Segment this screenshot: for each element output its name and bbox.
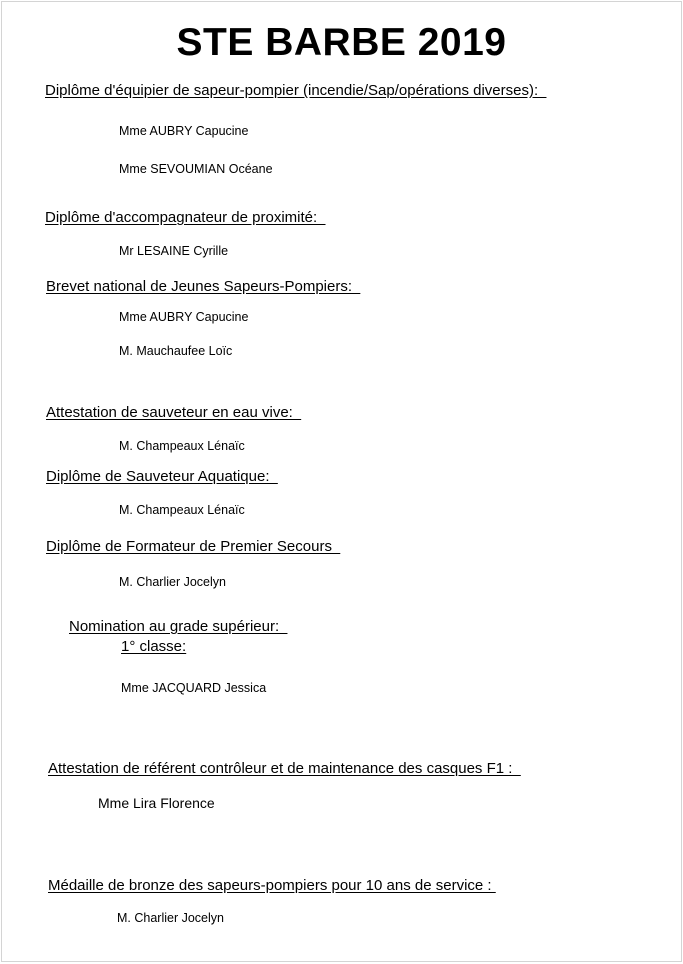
section-heading-equipier: Diplôme d'équipier de sapeur-pompier (incendie/Sap/opérations diverses):: [45, 82, 547, 99]
recipient-name: Mme Lira Florence: [98, 795, 215, 811]
recipient-name: Mr LESAINE Cyrille: [119, 244, 229, 258]
recipient-name: Mme AUBRY Capucine: [119, 310, 249, 324]
page-title: STE BARBE 2019: [176, 21, 507, 64]
recipient-name: M. Champeaux Lénaïc: [119, 503, 245, 517]
section-heading-eau-vive: Attestation de sauveteur en eau vive:: [46, 404, 302, 421]
section-heading-casques-f1: Attestation de référent contrôleur et de maintenance des casques F1 :: [48, 760, 521, 777]
section-heading-nomination: Nomination au grade supérieur:: [69, 618, 288, 635]
section-heading-formateur: Diplôme de Formateur de Premier Secours: [46, 538, 341, 555]
section-heading-medaille: Médaille de bronze des sapeurs-pompiers pour 10 ans de service :: [48, 877, 496, 894]
recipient-name: Mme SEVOUMIAN Océane: [119, 162, 273, 176]
recipient-name: M. Charlier Jocelyn: [119, 575, 226, 589]
section-heading-sauveteur-aquatique: Diplôme de Sauveteur Aquatique:: [46, 468, 278, 485]
recipient-name: Mme JACQUARD Jessica: [121, 681, 267, 695]
recipient-name: M. Charlier Jocelyn: [117, 911, 224, 925]
section-subheading-grade: 1° classe:: [121, 638, 187, 655]
document-page: [1, 1, 682, 962]
section-heading-jsp: Brevet national de Jeunes Sapeurs-Pompiers:: [46, 278, 361, 295]
recipient-name: M. Champeaux Lénaïc: [119, 439, 245, 453]
recipient-name: M. Mauchaufee Loïc: [119, 344, 233, 358]
section-heading-accompagnateur: Diplôme d'accompagnateur de proximité:: [45, 209, 326, 226]
recipient-name: Mme AUBRY Capucine: [119, 124, 249, 138]
